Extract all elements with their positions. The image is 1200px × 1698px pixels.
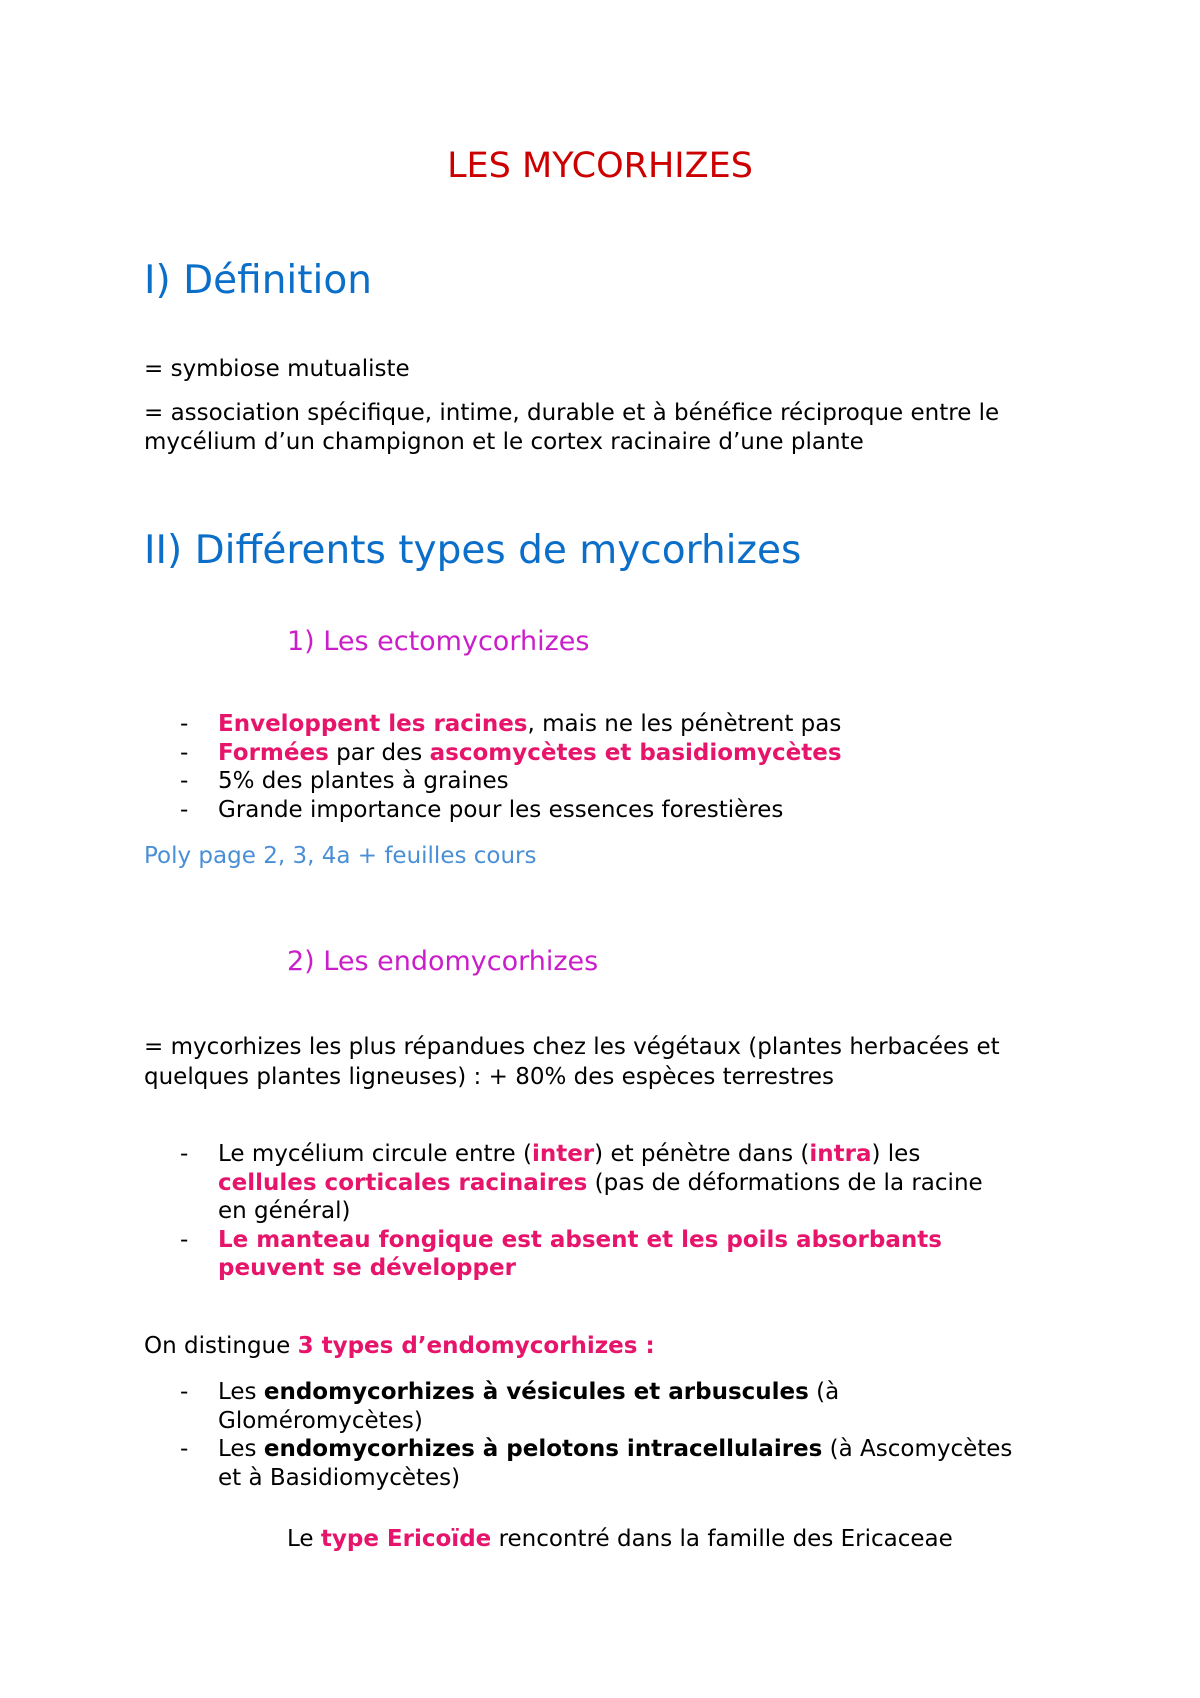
section-heading-types: II) Différents types de mycorhizes <box>144 528 802 573</box>
list-item: - Enveloppent les racines, mais ne les pénètrent pas <box>180 711 842 737</box>
list-item: - Grande importance pour les essences forestières <box>180 796 784 823</box>
list-item: - Le mycélium circule entre (inter) et pénètre dans (intra) les cellules corticales racinaires (pas de déformations de la racine en général) <box>180 1141 983 1224</box>
subheading-endomycorhizes: 2) Les endomycorhizes <box>287 946 599 977</box>
list-item: - Le manteau fongique est absent et les poils absorbants peuvent se développer <box>180 1226 942 1281</box>
list-item: - 5% des plantes à graines <box>180 768 509 794</box>
list-item: - Les endomycorhizes à vésicules et arbuscules (à Gloméromycètes) <box>180 1379 840 1434</box>
endo-intro-line-2: quelques plantes ligneuses) : + 80% des espèces terrestres <box>144 1064 835 1090</box>
poly-reference-note: Poly page 2, 3, 4a + feuilles cours <box>144 843 537 869</box>
endo-properties-list <box>180 1140 983 1283</box>
definition-line-2a: = association spécifique, intime, durable et à bénéfice réciproque entre le <box>144 400 1000 426</box>
endo-intro-line-1: = mycorhizes les plus répandues chez les végétaux (plantes herbacées et <box>144 1034 1000 1060</box>
ericoid-line: Le type Ericoïde rencontré dans la famille des Ericaceae <box>287 1526 953 1552</box>
endo-types-list <box>180 1378 1012 1492</box>
definition-line-1: = symbiose mutualiste <box>144 356 410 382</box>
section-heading-definition: I) Définition <box>144 258 372 303</box>
distinguish-line: On distingue 3 types d’endomycorhizes : <box>144 1333 655 1359</box>
page-title: LES MYCORHIZES <box>447 146 753 186</box>
ecto-list <box>180 710 842 824</box>
list-item: - Formées par des ascomycètes et basidiomycètes <box>180 739 842 766</box>
definition-line-2b: mycélium d’un champignon et le cortex racinaire d’une plante <box>144 429 864 455</box>
subheading-ectomycorhizes: 1) Les ectomycorhizes <box>287 626 590 657</box>
list-item: - Les endomycorhizes à pelotons intracellulaires (à Ascomycètes et à Basidiomycètes) <box>180 1436 1013 1491</box>
